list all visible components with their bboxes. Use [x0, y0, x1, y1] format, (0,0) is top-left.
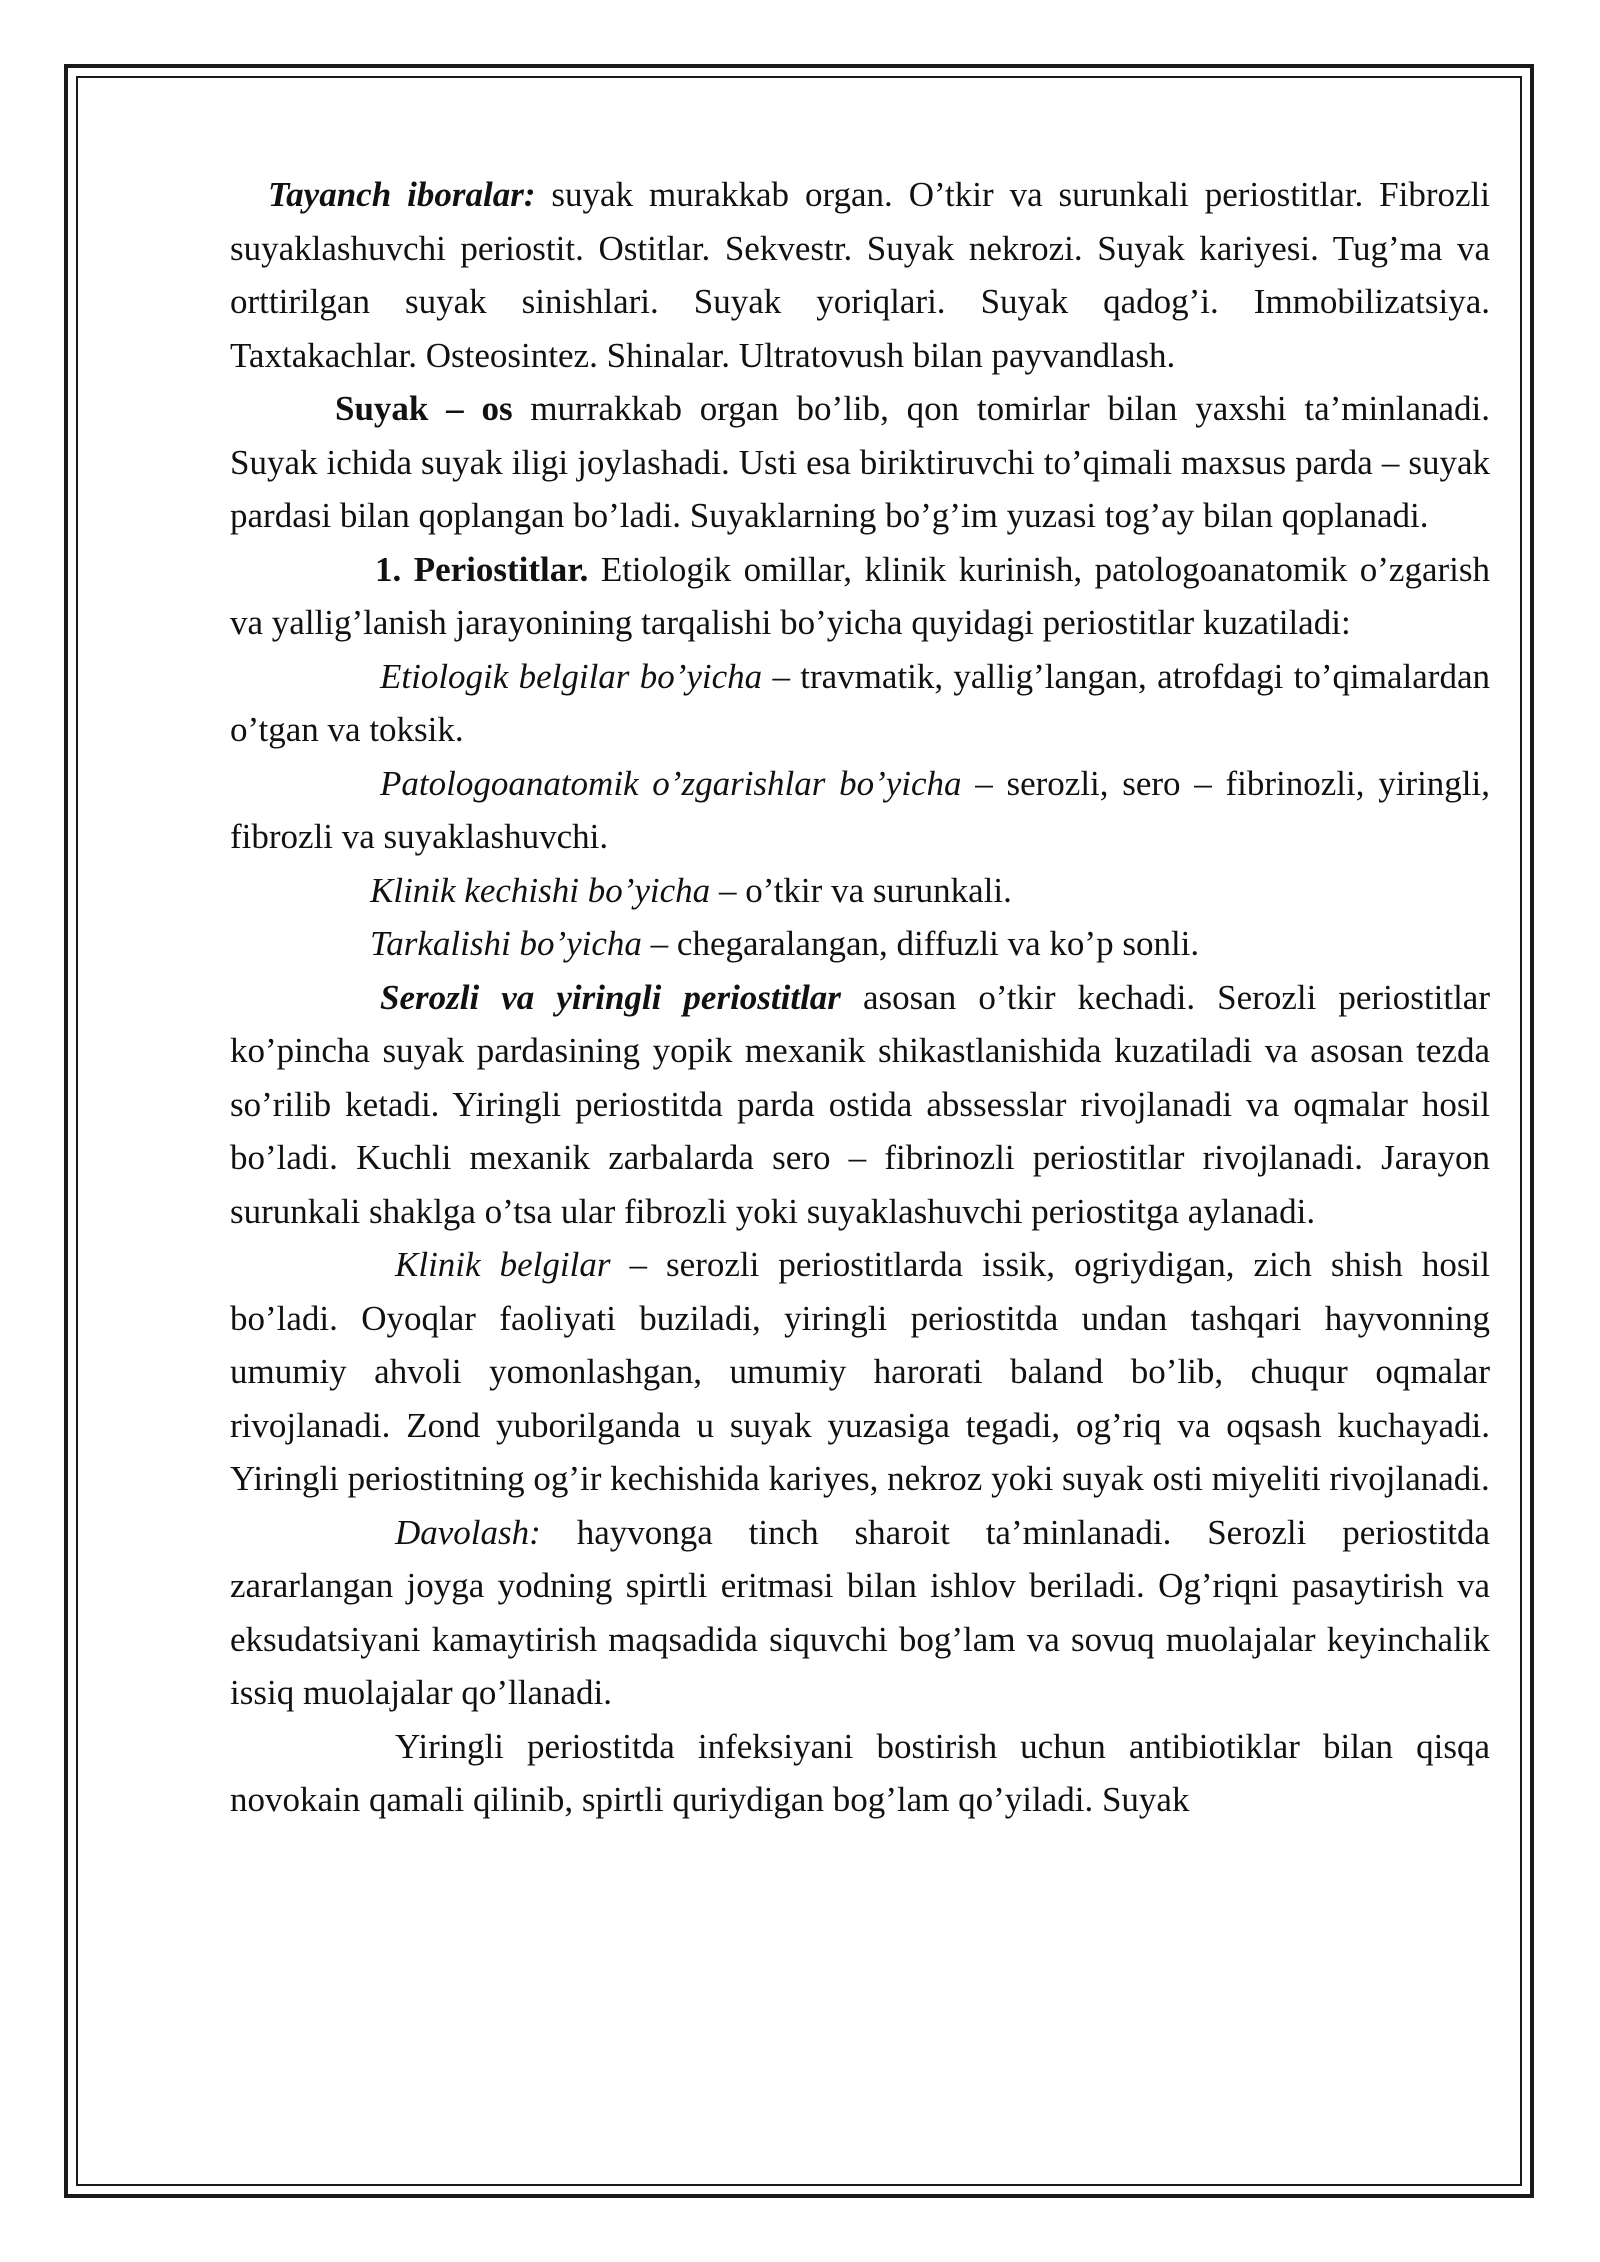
key-terms-heading: Tayanch iboralar:: [268, 175, 536, 214]
serous-purulent-text: asosan o’tkir kechadi. Serozli periostitlar ko’pincha suyak pardasining yopik mexanik shikastlanishida kuzatiladi va asosan tezda so’rilib ketadi. Yiringli periostitda parda ostida abssesslar rivojlanadi va oqmalar hosil bo’ladi. Kuchli mexanik zarbalarda sero – fibrinozli periostitlar rivojlanadi. Jarayon surunkali shaklga o’tsa ular fibrozli yoki suyaklashuvchi periostitga aylanadi.: [230, 977, 1490, 1231]
spread-text: – chegaralangan, diffuzli va ko’p sonli.: [641, 924, 1200, 963]
paragraph-spread: [230, 917, 1490, 971]
etiological-signs-text: – travmatik, yallig’langan, atrofdagi to’qimalardan o’tgan va toksik.: [230, 656, 1490, 749]
paragraph-serous-purulent: [230, 971, 1490, 1239]
paragraph-pathoanatomical-changes: [230, 757, 1490, 864]
paragraph-etiological-signs: [230, 650, 1490, 757]
paragraph-clinical-signs: [230, 1238, 1490, 1506]
spread-label: Tarkalishi bo’yicha: [370, 924, 642, 963]
paragraph-purulent-treatment: [230, 1720, 1490, 1827]
clinical-course-label: Klinik kechishi bo’yicha: [370, 870, 711, 910]
section-heading-periostitis: 1. Periostitlar.: [375, 549, 589, 589]
paragraph-bone-definition: [230, 382, 1490, 543]
clinical-signs-label: Klinik belgilar: [395, 1245, 611, 1284]
serous-purulent-heading: Serozli va yiringli periostitlar: [380, 977, 841, 1017]
bone-definition-term: Suyak – os: [335, 389, 513, 428]
periostitis-intro-text: Etiologik omillar, klinik kurinish, patologoanatomik o’zgarish va yallig’lanish jarayonining tarqalishi bo’yicha quyidagi periostitlar kuzatiladi:: [230, 549, 1491, 642]
paragraph-clinical-course: [230, 864, 1490, 918]
clinical-course-text: – o’tkir va surunkali.: [710, 870, 1012, 910]
treatment-label: Davolash:: [395, 1512, 541, 1552]
document-body: [230, 168, 1490, 1827]
paragraph-periostitis-intro: [230, 543, 1490, 650]
clinical-signs-text: – serozli periostitlarda issik, ogriydigan, zich shish hosil bo’ladi. Oyoqlar faoliyati buziladi, yiringli periostitda undan tashqari hayvonning umumiy ahvoli yomonlashgan, umumiy harorati baland bo’lib, chuqur oqmalar rivojlanadi. Zond yuborilganda u suyak yuzasiga tegadi, og’riq va oqsash kuchayadi. Yiringli periostitning og’ir kechishida kariyes, nekroz yoki suyak osti miyeliti rivojlanadi.: [230, 1245, 1490, 1498]
paragraph-key-terms: [230, 168, 1490, 382]
key-terms-text: suyak murakkab organ. O’tkir va surunkali periostitlar. Fibrozli suyaklashuvchi periostit. Ostitlar. Sekvestr. Suyak nekrozi. Suyak kariyesi. Tug’ma va orttirilgan suyak sinishlari. Suyak yoriqlari. Suyak qadog’i. Immobilizatsiya. Taxtakachlar. Osteosintez. Shinalar. Ultratovush bilan payvandlash.: [230, 175, 1490, 375]
purulent-treatment-text: Yiringli periostitda infeksiyani bostirish uchun antibiotiklar bilan qisqa novokain qamali qilinib, spirtli quriydigan bog’lam qo’yiladi. Suyak: [230, 1726, 1490, 1819]
paragraph-treatment: [230, 1506, 1490, 1720]
etiological-signs-label: Etiologik belgilar bo’yicha: [380, 656, 763, 696]
pathoanatomical-changes-label: Patologoanatomik o’zgarishlar bo’yicha: [380, 763, 962, 803]
treatment-text: hayvonga tinch sharoit ta’minlanadi. Serozli periostitda zararlangan joyga yodning spirtli eritmasi bilan ishlov beriladi. Og’riqni pasaytirish va eksudatsiyani kamaytirish maqsadida siquvchi bog’lam va sovuq muolajalar keyinchalik issiq muolajalar qo’llanadi.: [230, 1512, 1490, 1712]
pathoanatomical-changes-text: – serozli, sero – fibrinozli, yiringli, fibrozli va suyaklashuvchi.: [230, 763, 1490, 856]
bone-definition-text: murrakkab organ bo’lib, qon tomirlar bilan yaxshi ta’minlanadi. Suyak ichida suyak iligi joylashadi. Usti esa biriktiruvchi to’qimali maxsus parda – suyak pardasi bilan qoplangan bo’ladi. Suyaklarning bo’g’im yuzasi tog’ay bilan qoplanadi.: [230, 389, 1490, 535]
